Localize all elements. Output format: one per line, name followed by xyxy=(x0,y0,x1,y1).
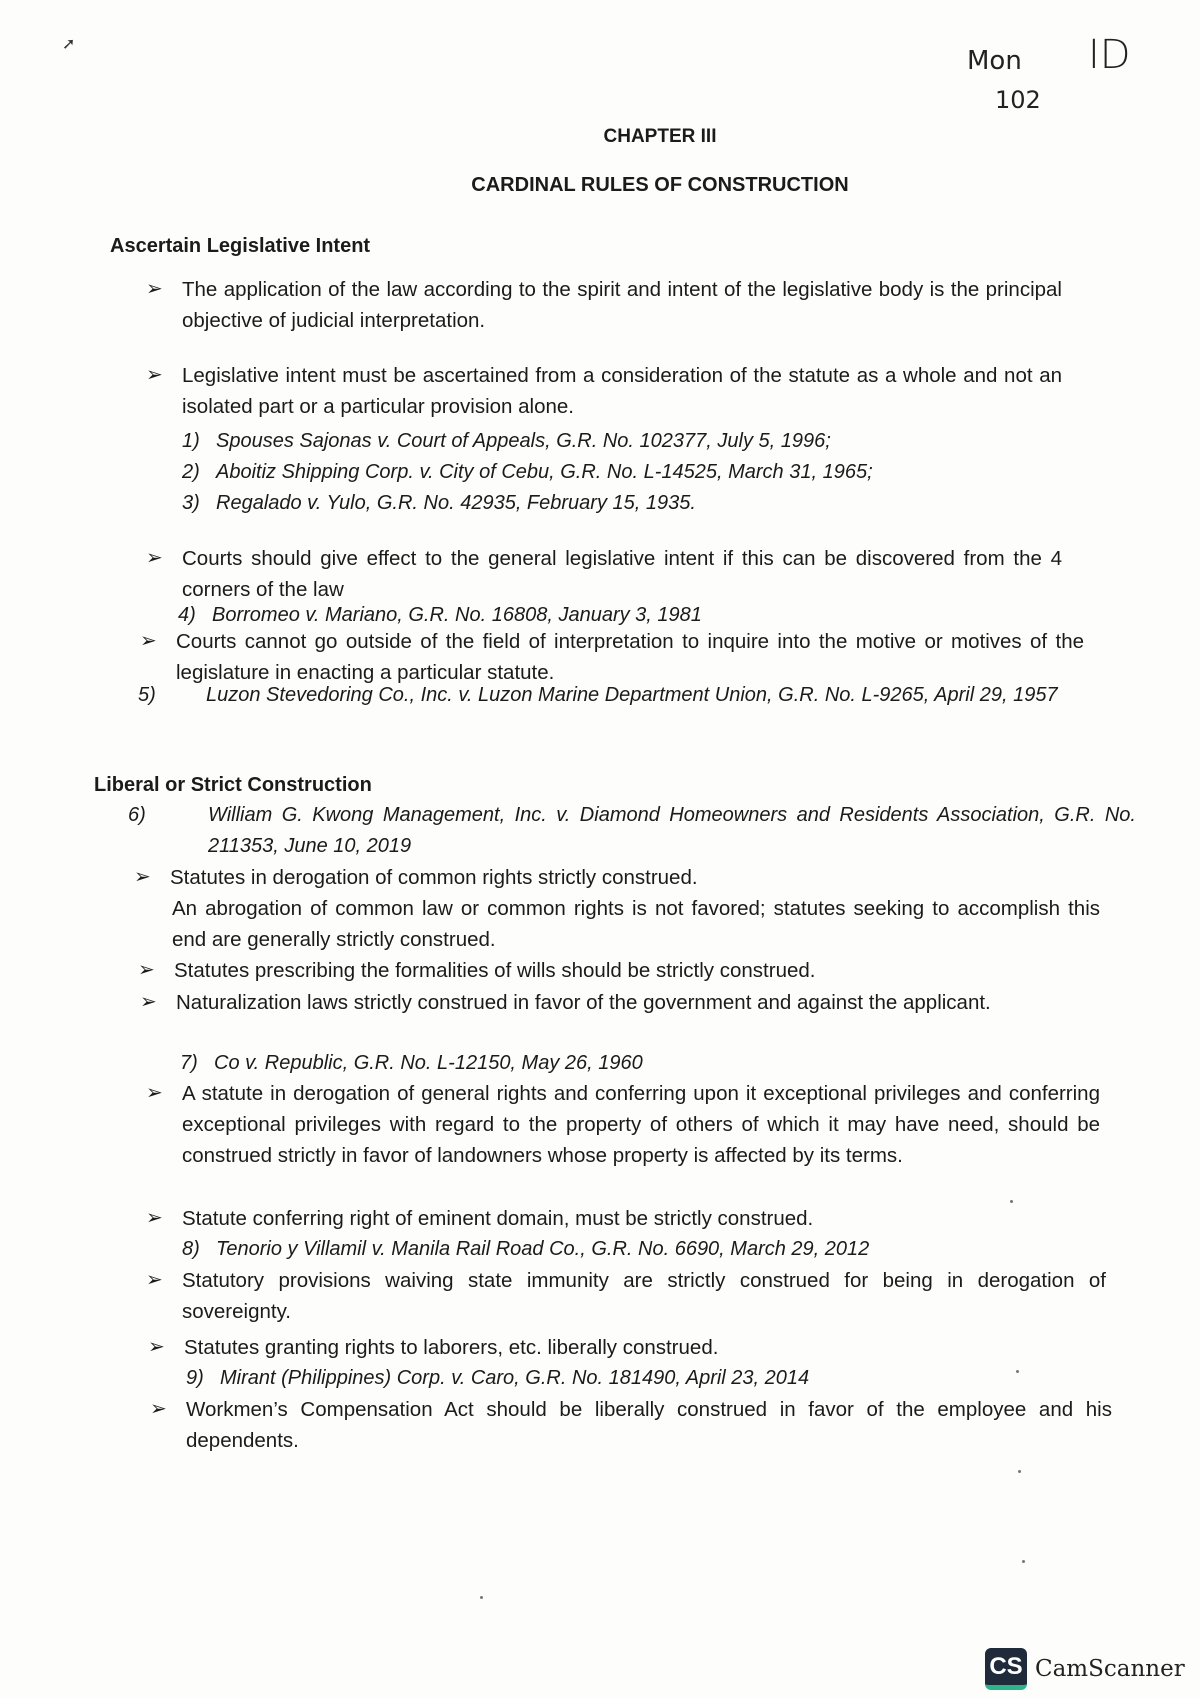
bullet-item xyxy=(146,543,1062,605)
case-citation: 3) Regalado v. Yulo, G.R. No. 42935, February 15, 1935. xyxy=(182,492,696,514)
handwritten-mon: Mon xyxy=(967,46,1022,76)
bullet-item xyxy=(146,274,1062,336)
bullet-text: Statutes prescribing the formalities of wills should be strictly construed. xyxy=(174,959,816,982)
bullet-item xyxy=(146,1203,1100,1234)
bullet-item xyxy=(146,1265,1106,1327)
arrow-bullet-icon: ➢ xyxy=(146,1082,163,1104)
bullet-text: Courts should give effect to the general legislative intent if this can be discovered from the 4 corners of the law xyxy=(182,547,1062,601)
arrow-bullet-icon: ➢ xyxy=(146,1269,163,1291)
scan-speck xyxy=(1018,1470,1021,1473)
bullet-item xyxy=(140,987,1100,1018)
section-heading-legislative-intent: Ascertain Legislative Intent xyxy=(110,235,371,257)
arrow-bullet-icon: ➢ xyxy=(134,866,151,888)
chapter-heading: CHAPTER III xyxy=(603,126,717,147)
arrow-bullet-icon: ➢ xyxy=(146,278,163,300)
bullet-text: Statutes granting rights to laborers, etc. liberally construed. xyxy=(184,1336,719,1359)
bullet-item xyxy=(150,1394,1112,1456)
bullet-item xyxy=(138,955,1100,986)
arrow-bullet-icon: ➢ xyxy=(140,630,157,652)
camscanner-logo-icon: CS xyxy=(985,1648,1027,1690)
bullet-text: Statute conferring right of eminent domain, must be strictly construed. xyxy=(182,1207,814,1230)
handwritten-page-number: 102 xyxy=(995,86,1041,114)
bullet-text: Workmen’s Compensation Act should be liberally construed in favor of the employee and his dependents. xyxy=(186,1398,1112,1452)
bullet-text: A statute in derogation of general rights and conferring upon it exceptional privileges and conferring exceptional privileges with regard to the property of others of which it may have need, should be construed strictly in favor of landowners whose property is affected by its terms. xyxy=(182,1082,1100,1167)
case-citation: 4) Borromeo v. Mariano, G.R. No. 16808, January 3, 1981 xyxy=(178,604,702,626)
case-citation: 2) Aboitiz Shipping Corp. v. City of Cebu, G.R. No. L-14525, March 31, 1965; xyxy=(182,461,873,483)
handwritten-id: ID xyxy=(1088,32,1131,78)
camscanner-name: CamScanner xyxy=(1035,1656,1185,1682)
case-citation: 7) Co v. Republic, G.R. No. L-12150, May 26, 1960 xyxy=(180,1052,643,1074)
section-heading-liberal-strict: Liberal or Strict Construction xyxy=(94,774,372,796)
bullet-text: Naturalization laws strictly construed in favor of the government and against the applicant. xyxy=(176,991,991,1014)
arrow-bullet-icon: ➢ xyxy=(146,547,163,569)
bullet-item xyxy=(140,626,1084,688)
bullet-text: Courts cannot go outside of the field of interpretation to inquire into the motive or motives of the legislature in enacting a particular statute. xyxy=(176,630,1084,684)
paragraph: An abrogation of common law or common rights is not favored; statutes seeking to accomplish this end are generally strictly construed. xyxy=(172,897,1100,951)
case-citation: 1) Spouses Sajonas v. Court of Appeals, G.R. No. 102377, July 5, 1996; xyxy=(182,430,831,452)
camscanner-watermark xyxy=(985,1648,1185,1690)
bullet-item xyxy=(146,360,1062,422)
chapter-title: CARDINAL RULES OF CONSTRUCTION xyxy=(471,174,849,196)
arrow-bullet-icon: ➢ xyxy=(138,959,155,981)
arrow-bullet-icon: ➢ xyxy=(146,364,163,386)
arrow-bullet-icon: ➢ xyxy=(140,991,157,1013)
bullet-text: The application of the law according to the spirit and intent of the legislative body is the principal objective of judicial interpretation. xyxy=(182,278,1062,332)
bullet-text: Statutory provisions waiving state immunity are strictly construed for being in derogation of sovereignty. xyxy=(182,1269,1106,1323)
arrow-bullet-icon: ➢ xyxy=(148,1336,165,1358)
bullet-item xyxy=(146,1078,1100,1171)
scan-speck xyxy=(1016,1370,1019,1373)
bullet-item xyxy=(134,862,1100,893)
case-citation: 5) Luzon Stevedoring Co., Inc. v. Luzon Marine Department Union, G.R. No. L-9265, April 29, 1957 xyxy=(138,684,1058,706)
bullet-item xyxy=(148,1332,1102,1363)
scan-speck xyxy=(1010,1200,1013,1203)
case-citation: 8) Tenorio y Villamil v. Manila Rail Road Co., G.R. No. 6690, March 29, 2012 xyxy=(182,1238,870,1260)
scan-speck xyxy=(1022,1560,1025,1563)
scan-speck xyxy=(480,1596,483,1599)
case-citation: 6) William G. Kwong Management, Inc. v. Diamond Homeowners and Residents Association, G.R. No. 211353, June 10, 2019 xyxy=(128,804,1136,857)
arrow-bullet-icon: ➢ xyxy=(146,1207,163,1229)
arrow-bullet-icon: ➢ xyxy=(150,1398,167,1420)
scan-mark: ➚ xyxy=(62,36,76,53)
bullet-text: Legislative intent must be ascertained from a consideration of the statute as a whole and not an isolated part or a particular provision alone. xyxy=(182,364,1062,418)
case-citation: 9) Mirant (Philippines) Corp. v. Caro, G.R. No. 181490, April 23, 2014 xyxy=(186,1367,810,1389)
bullet-text: Statutes in derogation of common rights strictly construed. xyxy=(170,866,698,889)
